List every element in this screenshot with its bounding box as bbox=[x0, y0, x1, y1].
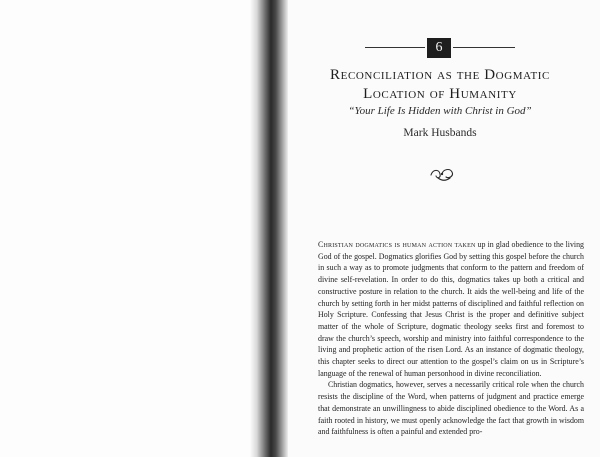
author-name: Mark Husbands bbox=[403, 127, 477, 139]
fleuron-ornament-icon bbox=[428, 166, 456, 182]
left-page bbox=[0, 0, 258, 457]
chapter-subtitle: “Your Life Is Hidden with Christ in God” bbox=[348, 105, 532, 117]
body-paragraph-2: Christian dogmatics, however, serves a necessarily critical role when the church resists the discipline of the Word, when patterns of judgment and practice emerge that demonstrate an unwillingness to abide disciplined obedience to the Word. As a faith rooted in history, we must openly acknowledge the fact that growth in wisdom and faithfulness is often a painful and extended pro- bbox=[318, 380, 584, 437]
chapter-title-line-1: Reconciliation as the Dogmatic bbox=[330, 67, 550, 83]
chapter-heading-bar bbox=[365, 38, 515, 58]
heading-rule-right bbox=[453, 47, 515, 48]
chapter-title bbox=[320, 66, 560, 104]
body-paragraph-1 bbox=[318, 239, 584, 379]
body-paragraph-1-text: up in glad obedience to the living God of the gospel. Dogmatics glorifies God by setting this gospel before the church in such a way as to promote judgments that conform to the pattern and freedom of divine self-revelation. In order to do this, dogmatics takes up both a critical and constructive posture in relation to the church. It aids the well-being and life of the church by setting forth in her midst patterns of disciplined and faithful reflection on Holy Scripture. Confessing that Jesus Christ is the proper and definitive subject matter of the whole of Scripture, dogmatic theology seeks first and foremost to draw the church’s speech, worship and ministry into faithful correspondence to the living and prophetic action of the risen Lord. As an instance of dogmatic theology, this chapter seeks to direct our attention to the gospel’s claim on us in Scripture’s language of the renewal of human personhood in divine reconciliation. bbox=[318, 240, 584, 378]
chapter-number: 6 bbox=[427, 38, 451, 58]
chapter-body-text bbox=[318, 239, 584, 457]
chapter-title-line-2: Location of Humanity bbox=[363, 86, 517, 102]
heading-rule-left bbox=[365, 47, 425, 48]
lead-in-small-caps: Christian dogmatics is human action taken bbox=[318, 240, 476, 249]
book-gutter-shadow bbox=[250, 0, 288, 457]
